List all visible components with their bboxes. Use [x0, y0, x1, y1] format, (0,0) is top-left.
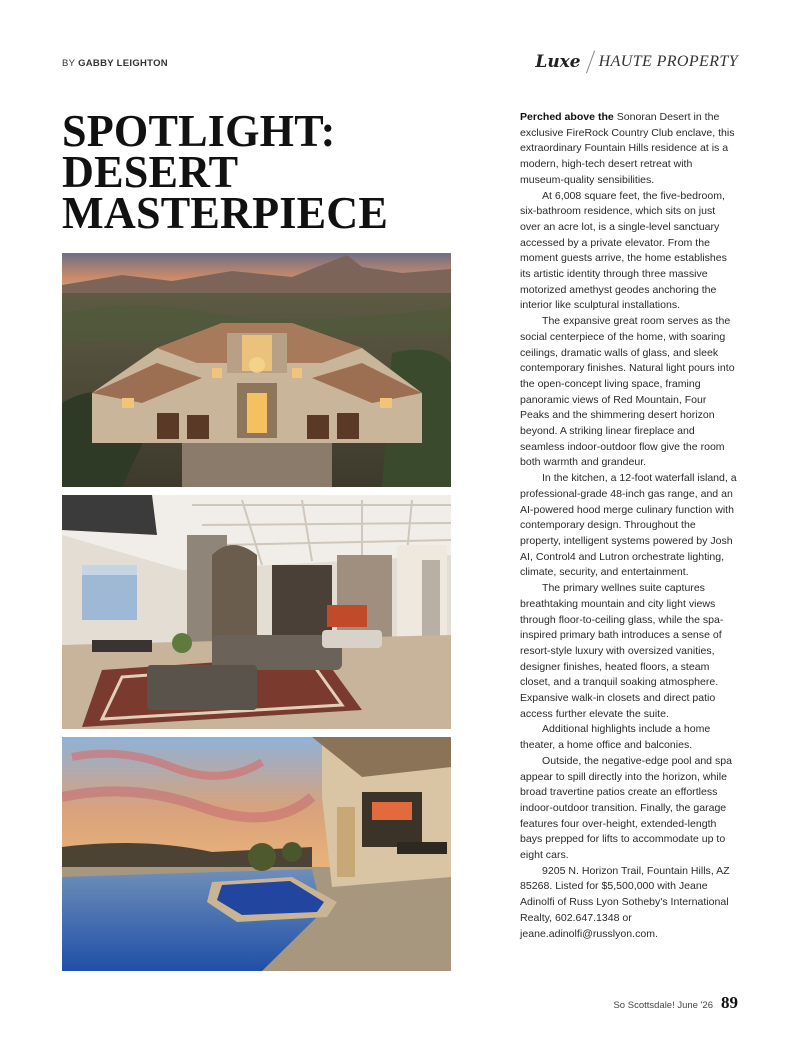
section-title: HAUTE PROPERTY — [598, 53, 738, 70]
article-body — [520, 110, 738, 942]
article-paragraph-1-text: Sonoran Desert in the exclusive FireRock Country Club enclave, this extraordinary Fountain Hills residence at is a modern, high-tech desert retreat with museum-quality sensibilities. — [520, 111, 735, 186]
article-paragraph-2: At 6,008 square feet, the five-bedroom, six-bathroom residence, which sits on just over an acre lot, is a single-level sanctuary accessed by a private elevator. From the moment guests arrive, the home establishes its artistic identity through three massive motorized amethyst geodes anchoring the interior like sculptural installations. — [520, 189, 727, 312]
section-header — [535, 48, 738, 76]
article-paragraph-8: 9205 N. Horizon Trail, Fountain Hills, AZ 85268. Listed for $5,500,000 with Jeane Adinolfi of Russ Lyon Sotheby's International Realty, 602.647.1348 or jeane.adinolfi@russlyon.com. — [520, 864, 730, 940]
article-paragraph-6: Additional highlights include a home theater, a home office and balconies. — [520, 723, 711, 752]
headline-line-3: MASTERPIECE — [62, 187, 389, 238]
section-divider — [586, 51, 595, 74]
headline-line-1: SPOTLIGHT: — [62, 105, 336, 156]
byline — [62, 58, 168, 69]
article-paragraph-7: Outside, the negative-edge pool and spa appear to spill directly into the horizon, while broad travertine patios create an effortless indoor-outdoor transition. Finally, the garage features four over-height, extended-length bays prepped for lifts to accommodate up to eight cars. — [520, 754, 732, 862]
article-paragraph-3: The expansive great room serves as the social centerpiece of the home, with soaring ceilings, dramatic walls of glass, and sleek contemporary finishes. Natural light pours into the open-concept living space, framing panoramic views of Red Mountain, Four Peaks and the shimmering desert horizon beyond. A striking linear fireplace and seamless indoor-outdoor flow give the room both warmth and grandeur. — [520, 315, 735, 469]
byline-prefix: BY — [62, 58, 76, 69]
article-paragraph-5: The primary wellnes suite captures breathtaking mountain and city light views through floor-to-ceiling glass, while the spa-inspired primary bath introduces a sense of resort-style luxury with oversized vanities, designer finishes, heated floors, a steam closet, and a tranquil soaking atmosphere. Expansive walk-in closets and direct patio access further elevate the suite. — [520, 582, 724, 720]
photo-great-room — [62, 495, 451, 729]
article-lead-in: Perched above the — [520, 111, 614, 123]
headline — [62, 105, 402, 238]
byline-author: GABBY LEIGHTON — [78, 58, 168, 69]
headline-line-2: DESERT — [62, 146, 239, 197]
page-footer — [613, 993, 738, 1013]
publication-name: So Scottsdale! June '26 — [613, 1000, 713, 1011]
article-paragraph-1 — [520, 110, 738, 189]
article-paragraph-4: In the kitchen, a 12-foot waterfall island, a professional-grade 48-inch gas range, and an AI-powered hood merge culinary function with contemporary design. Throughout the property, intelligent systems powered by Josh AI, Control4 and Lutron orchestrate lighting, climate, security, and entertainment. — [520, 472, 737, 579]
photo-pool-sunset — [62, 737, 451, 971]
page-number: 89 — [721, 993, 738, 1012]
section-brand: Luxe — [535, 52, 581, 72]
photo-aerial-exterior — [62, 253, 451, 487]
